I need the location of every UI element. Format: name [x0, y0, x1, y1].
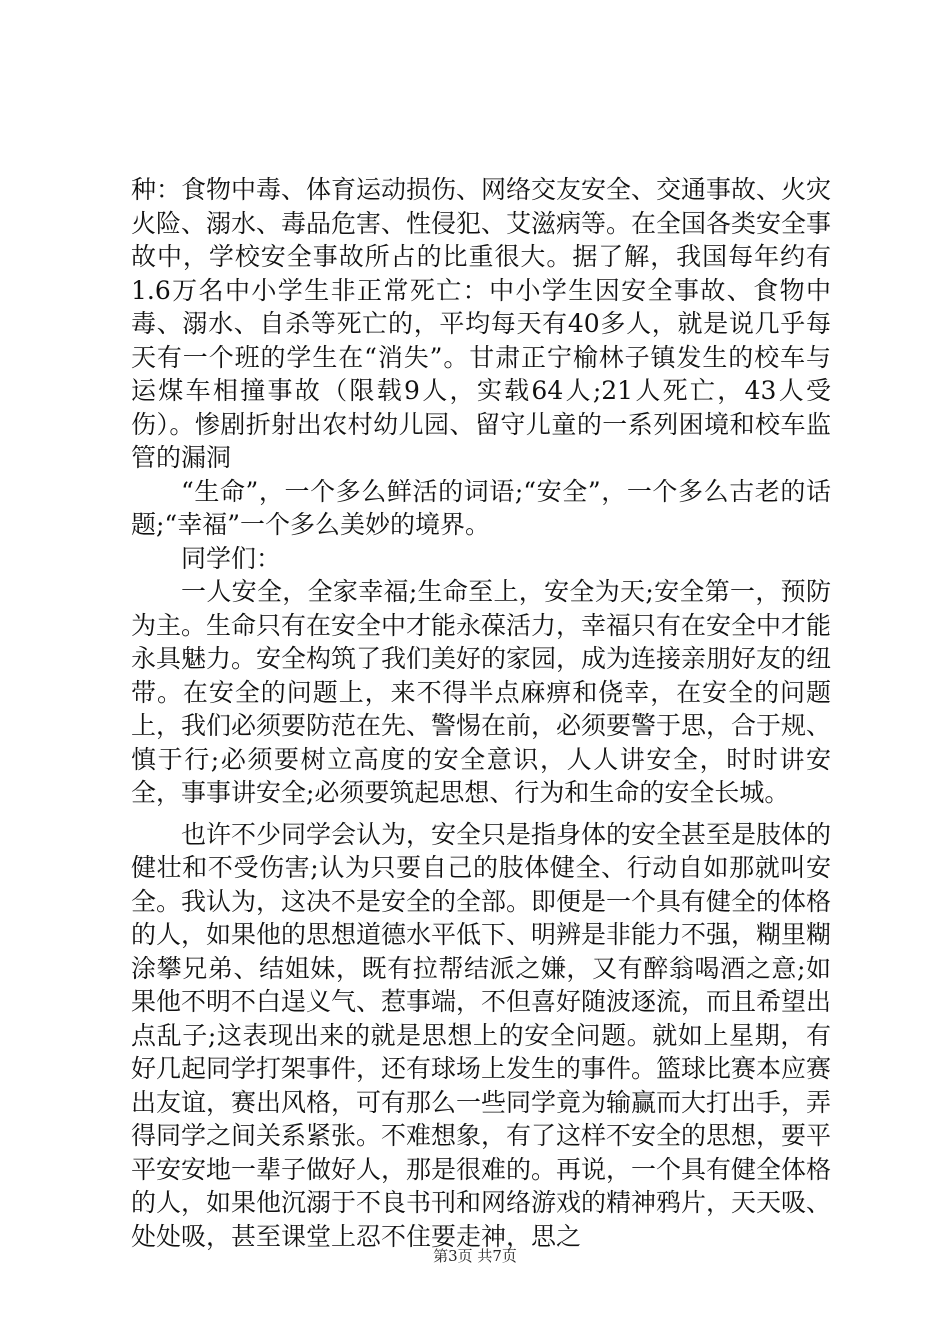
paragraph-4: 一人安全，全家幸福;生命至上，安全为天;安全第一，预防为主。生命只有在安全中才能永葆活力，幸福只有在安全中才能永具魅力。安全构筑了我们美好的家园，成为连接亲朋好友的纽带。在安全的问题上，来不得半点麻痹和侥幸，在安全的问题上，我们必须要防范在先、警惕在前，必须要警于思，合于规、慎于行;必须要树立高度的安全意识，人人讲安全，时时讲安全，事事讲安全;必须要筑起思想、行为和生命的安全长城。	[131, 577, 832, 807]
paragraph-2: “生命”，一个多么鲜活的词语;“安全”，一个多么古老的话题;“幸福”一个多么美妙的境界。	[131, 476, 831, 539]
paragraph-5: 也许不少同学会认为，安全只是指身体的安全甚至是肢体的健壮和不受伤害;认为只要自己的肢体健全、行动自如那就叫安全。我认为，这决不是安全的全部。即便是一个具有健全的体格的人，如果他的思想道德水平低下、明辨是非能力不强，糊里糊涂攀兄弟、结姐妹，既有拉帮结派之嫌，又有醉翁喝酒之意;如果他不明不白逞义气、惹事端，不但喜好随波逐流，而且希望出点乱子;这表现出来的就是思想上的安全问题。就如上星期，有好几起同学打架事件，还有球场上发生的事件。篮球比赛本应赛出友谊，赛出风格，可有那么一些同学竟为输赢而大打出手，弄得同学之间关系紧张。不难想象，有了这样不安全的思想，要平平安安地一辈子做好人，那是很难的。再说，一个具有健全体格的人，如果他沉溺于不良书刊和网络游戏的精神鸦片，天天吸、处处吸，甚至课堂上忍不住要走神，思之	[131, 819, 832, 1251]
paragraph-1: 种：食物中毒、体育运动损伤、网络交友安全、交通事故、火灾火险、溺水、毒品危害、性侵犯、艾滋病等。在全国各类安全事故中，学校安全事故所占的比重很大。据了解，我国每年约有1.6万名中小学生非正常死亡：中小学生因安全事故、食物中毒、溺水、自杀等死亡的，平均每天有40多人，就是说几乎每天有一个班的学生在“消失”。甘肃正宁榆林子镇发生的校车与运煤车相撞事故（限载9人，实载64人;21人死亡，43人受伤）。惨剧折射出农村幼儿园、留守儿童的一系列困境和校车监管的漏洞	[131, 175, 832, 472]
page-footer: 第3页 共7页	[433, 1247, 517, 1265]
paragraph-3-salutation: 同学们：	[181, 543, 282, 573]
document-body	[131, 173, 831, 1253]
